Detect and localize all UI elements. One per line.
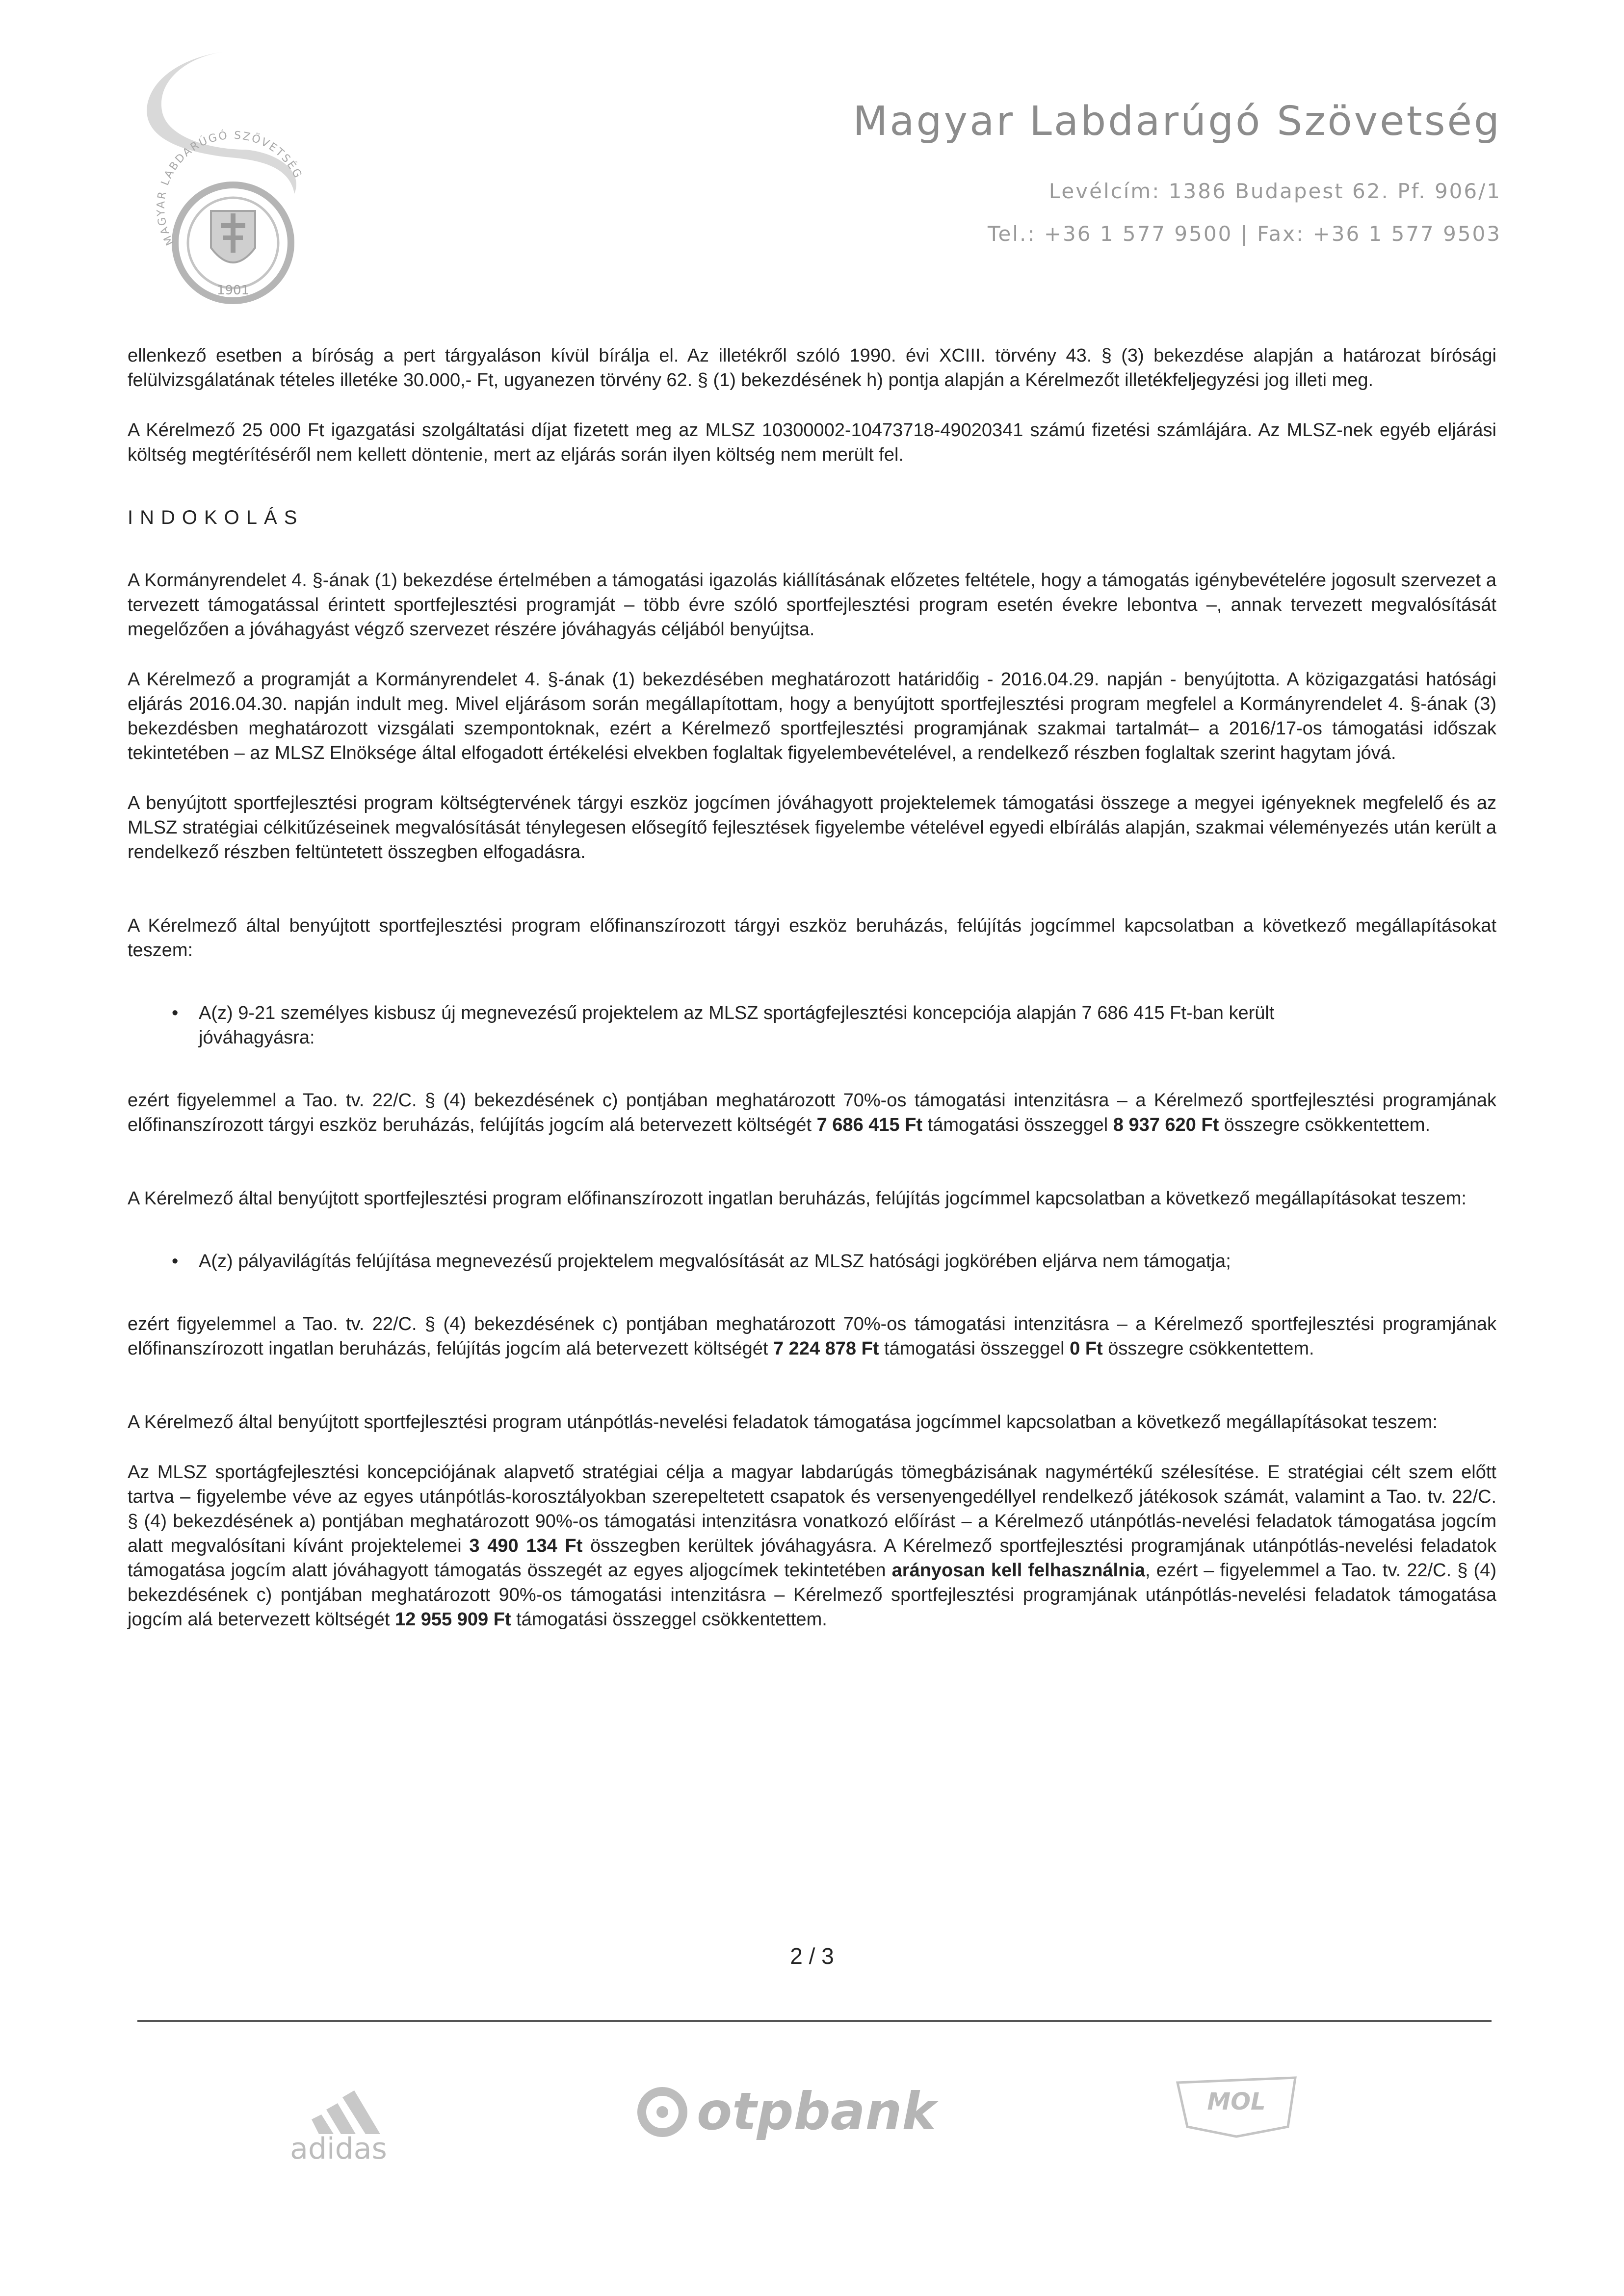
amount: 8 937 620 Ft: [1113, 1115, 1219, 1135]
list-item-lighting: [128, 1249, 1496, 1274]
amount: 3 490 134 Ft: [469, 1536, 583, 1556]
footer-divider: [137, 2020, 1492, 2022]
section-heading-reasoning: INDOKOLÁS: [128, 507, 304, 528]
list-item-minibus: [128, 1001, 1496, 1050]
seal-text: MAGYAR LABDARÚGÓ SZÖVETSÉG: [155, 129, 305, 247]
paragraph-court-review: ellenkező esetben a bíróság a pert tárgyaláson kívül bírálja el. Az illetékről szóló 1990. évi XCIII. törvény 43. § (3) bekezdése alapján a határozat bírósági felülvizsgálatának tételes illetéke 30.000,- Ft, ugyanezen törvény 62. § (1) bekezdésének h) pontja alapján a Kérelmezőt illetékfeljegyzési jog illeti meg.: [128, 345, 1496, 391]
document-body: [128, 343, 1496, 1632]
sponsor-name: adidas: [290, 2132, 387, 2164]
paragraph-youth-strategy: Az MLSZ sportágfejlesztési koncepciójának alapvető stratégiai célja a magyar labdarúgás tömegbázisának nagymértékű szélesítése. E stratégiai célt szem előtt tartva – figyelembe véve az egyes utánpótlás-korosztályokban szerepeltetett csapatok és versenyengedéllyel rendelkező játékosok számát, valamint a Tao. tv. 22/C. § (4) bekezdésének a) pontjában meghatározott 90%-os támogatási intenzitásra vonatkozó előírást – a Kérelmező utánpótlás-nevelési feladatok támogatása jogcím alatt megvalósítani kívánt projektelemei 3 490 134 Ft összegben kerültek jóváhagyásra. A Kérelmező sportfejlesztési programjának utánpótlás-nevelési feladatok támogatása jogcím alatt jóváhagyott támogatás összegét az egyes aljogcímek tekintetében arányosan kell felhasználnia, ezért – figyelemmel a Tao. tv. 22/C. § (4) bekezdésének c) pontjában meghatározott 90%-os támogatási intenzitásra – Kérelmező sportfejlesztési programjának utánpótlás-nevelési feladatok támogatása jogcím alá betervezett költségét 12 955 909 Ft támogatási összeggel csökkentettem.: [128, 1462, 1496, 1630]
sponsor-name: otpbank: [697, 2082, 937, 2141]
bullet-icon: •: [172, 1251, 179, 1272]
seal-year: 1901: [216, 283, 250, 298]
page-number: 2 / 3: [790, 1943, 834, 1969]
paragraph-regulation: A Kormányrendelet 4. §-ának (1) bekezdése értelmében a támogatási igazolás kiállításának előzetes feltétele, hogy a támogatás igénybevételére jogosult szervezet a tervezett támogatással érintett sportfejlesztési programját – több évre szóló sportfejlesztési program esetén évekre lebontva –, annak tervezett megvalósítását megelőzően a jóváhagyást végző szervezet részére jóváhagyás céljából benyújtsa.: [128, 570, 1496, 640]
mlsz-crest-icon: [128, 47, 324, 307]
bullet-icon: •: [172, 1003, 179, 1023]
sponsor-name: MOL: [1207, 2088, 1266, 2115]
amount: 7 686 415 Ft: [816, 1115, 923, 1135]
amount: 0 Ft: [1070, 1338, 1103, 1359]
paragraph-asset-findings: A Kérelmező által benyújtott sportfejlesztési program előfinanszírozott tárgyi eszköz beruházás, felújítás jogcímmel kapcsolatban a következő megállapításokat teszem:: [128, 915, 1496, 961]
paragraph-asset-reduction: ezért figyelemmel a Tao. tv. 22/C. § (4) bekezdésének c) pontjában meghatározott 70%-os támogatási intenzitásra – a Kérelmező sportfejlesztési programjának előfinanszírozott tárgyi eszköz beruházás, felújítás jogcím alá betervezett költségét 7 686 415 Ft támogatási összeggel 8 937 620 Ft összegre csökkentettem.: [128, 1090, 1496, 1135]
paragraph-youth-findings: A Kérelmező által benyújtott sportfejlesztési program utánpótlás-nevelési feladatok támogatása jogcímmel kapcsolatban a következő megállapításokat teszem:: [128, 1412, 1438, 1433]
adidas-logo: [265, 2073, 412, 2164]
paragraph-property-reduction: ezért figyelemmel a Tao. tv. 22/C. § (4) bekezdésének c) pontjában meghatározott 70%-os támogatási intenzitásra – a Kérelmező sportfejlesztési programjának előfinanszírozott ingatlan beruházás, felújítás jogcím alá betervezett költségét 7 224 878 Ft támogatási összeggel 0 Ft összegre csökkentettem.: [128, 1314, 1496, 1359]
paragraph-cost-plan: A benyújtott sportfejlesztési program költségtervének tárgyi eszköz jogcímen jóváhagyott projektelemek támogatási összege a megyei igényeknek megfelelő és az MLSZ stratégiai célkitűzéseinek megvalósítását ténylegesen elősegítő fejlesztések figyelembe vételével egyedi elbírálás alapján, szakmai véleményezés után került a rendelkező részben feltüntetett összegben elfogadásra.: [128, 793, 1496, 862]
mol-logo: [1158, 2063, 1315, 2156]
organization-address: Levélcím: 1386 Budapest 62. Pf. 906/1: [1048, 179, 1501, 203]
amount: 7 224 878 Ft: [773, 1338, 879, 1359]
paragraph-fee: A Kérelmező 25 000 Ft igazgatási szolgáltatási díjat fizetett meg az MLSZ 10300002-10473718-49020341 számú fizetési számlájára. Az MLSZ-nek egyéb eljárási költség megtérítéséről nem kellett döntenie, mert az eljárás során ilyen költség nem merült fel.: [128, 420, 1496, 465]
list-item-text: A(z) pályavilágítás felújítása megnevezésű projektelem megvalósítását az MLSZ hatósági jogkörében eljárva nem támogatja;: [199, 1251, 1231, 1272]
paragraph-submission: A Kérelmező a programját a Kormányrendelet 4. §-ának (1) bekezdésében meghatározott határidőig - 2016.04.29. napján - benyújtotta. A közigazgatási hatósági eljárás 2016.04.30. napján indult meg. Mivel eljárásom során megállapítottam, hogy a benyújtott sportfejlesztési program megfelel a Kormányrendelet 4. §-ának (3) bekezdésben meghatározott vizsgálati szempontoknak, ezért a Kérelmező sportfejlesztési programjának szakmai tartalmát– a 2016/17-os támogatási időszak tekintetében – az MLSZ Elnöksége által elfogadott értékelési elvekben foglaltak figyelembevételével, a rendelkező részben foglaltak szerint hagytam jóvá.: [128, 669, 1496, 763]
amount: 12 955 909 Ft: [394, 1609, 511, 1630]
emphasis: arányosan kell felhasználnia: [891, 1560, 1146, 1581]
organization-phone: Tel.: +36 1 577 9500 | Fax: +36 1 577 9503: [987, 222, 1501, 246]
list-item-text: A(z) 9-21 személyes kisbusz új megnevezésű projektelem az MLSZ sportágfejlesztési koncepciója alapján 7 686 415 Ft-ban került jóváhagyásra:: [199, 1003, 1275, 1048]
organization-header: [853, 98, 1501, 246]
otpbank-logo: [628, 2068, 971, 2151]
organization-name: Magyar Labdarúgó Szövetség: [853, 98, 1501, 145]
paragraph-property-findings: A Kérelmező által benyújtott sportfejlesztési program előfinanszírozott ingatlan beruházás, felújítás jogcímmel kapcsolatban a következő megállapításokat teszem:: [128, 1188, 1467, 1209]
